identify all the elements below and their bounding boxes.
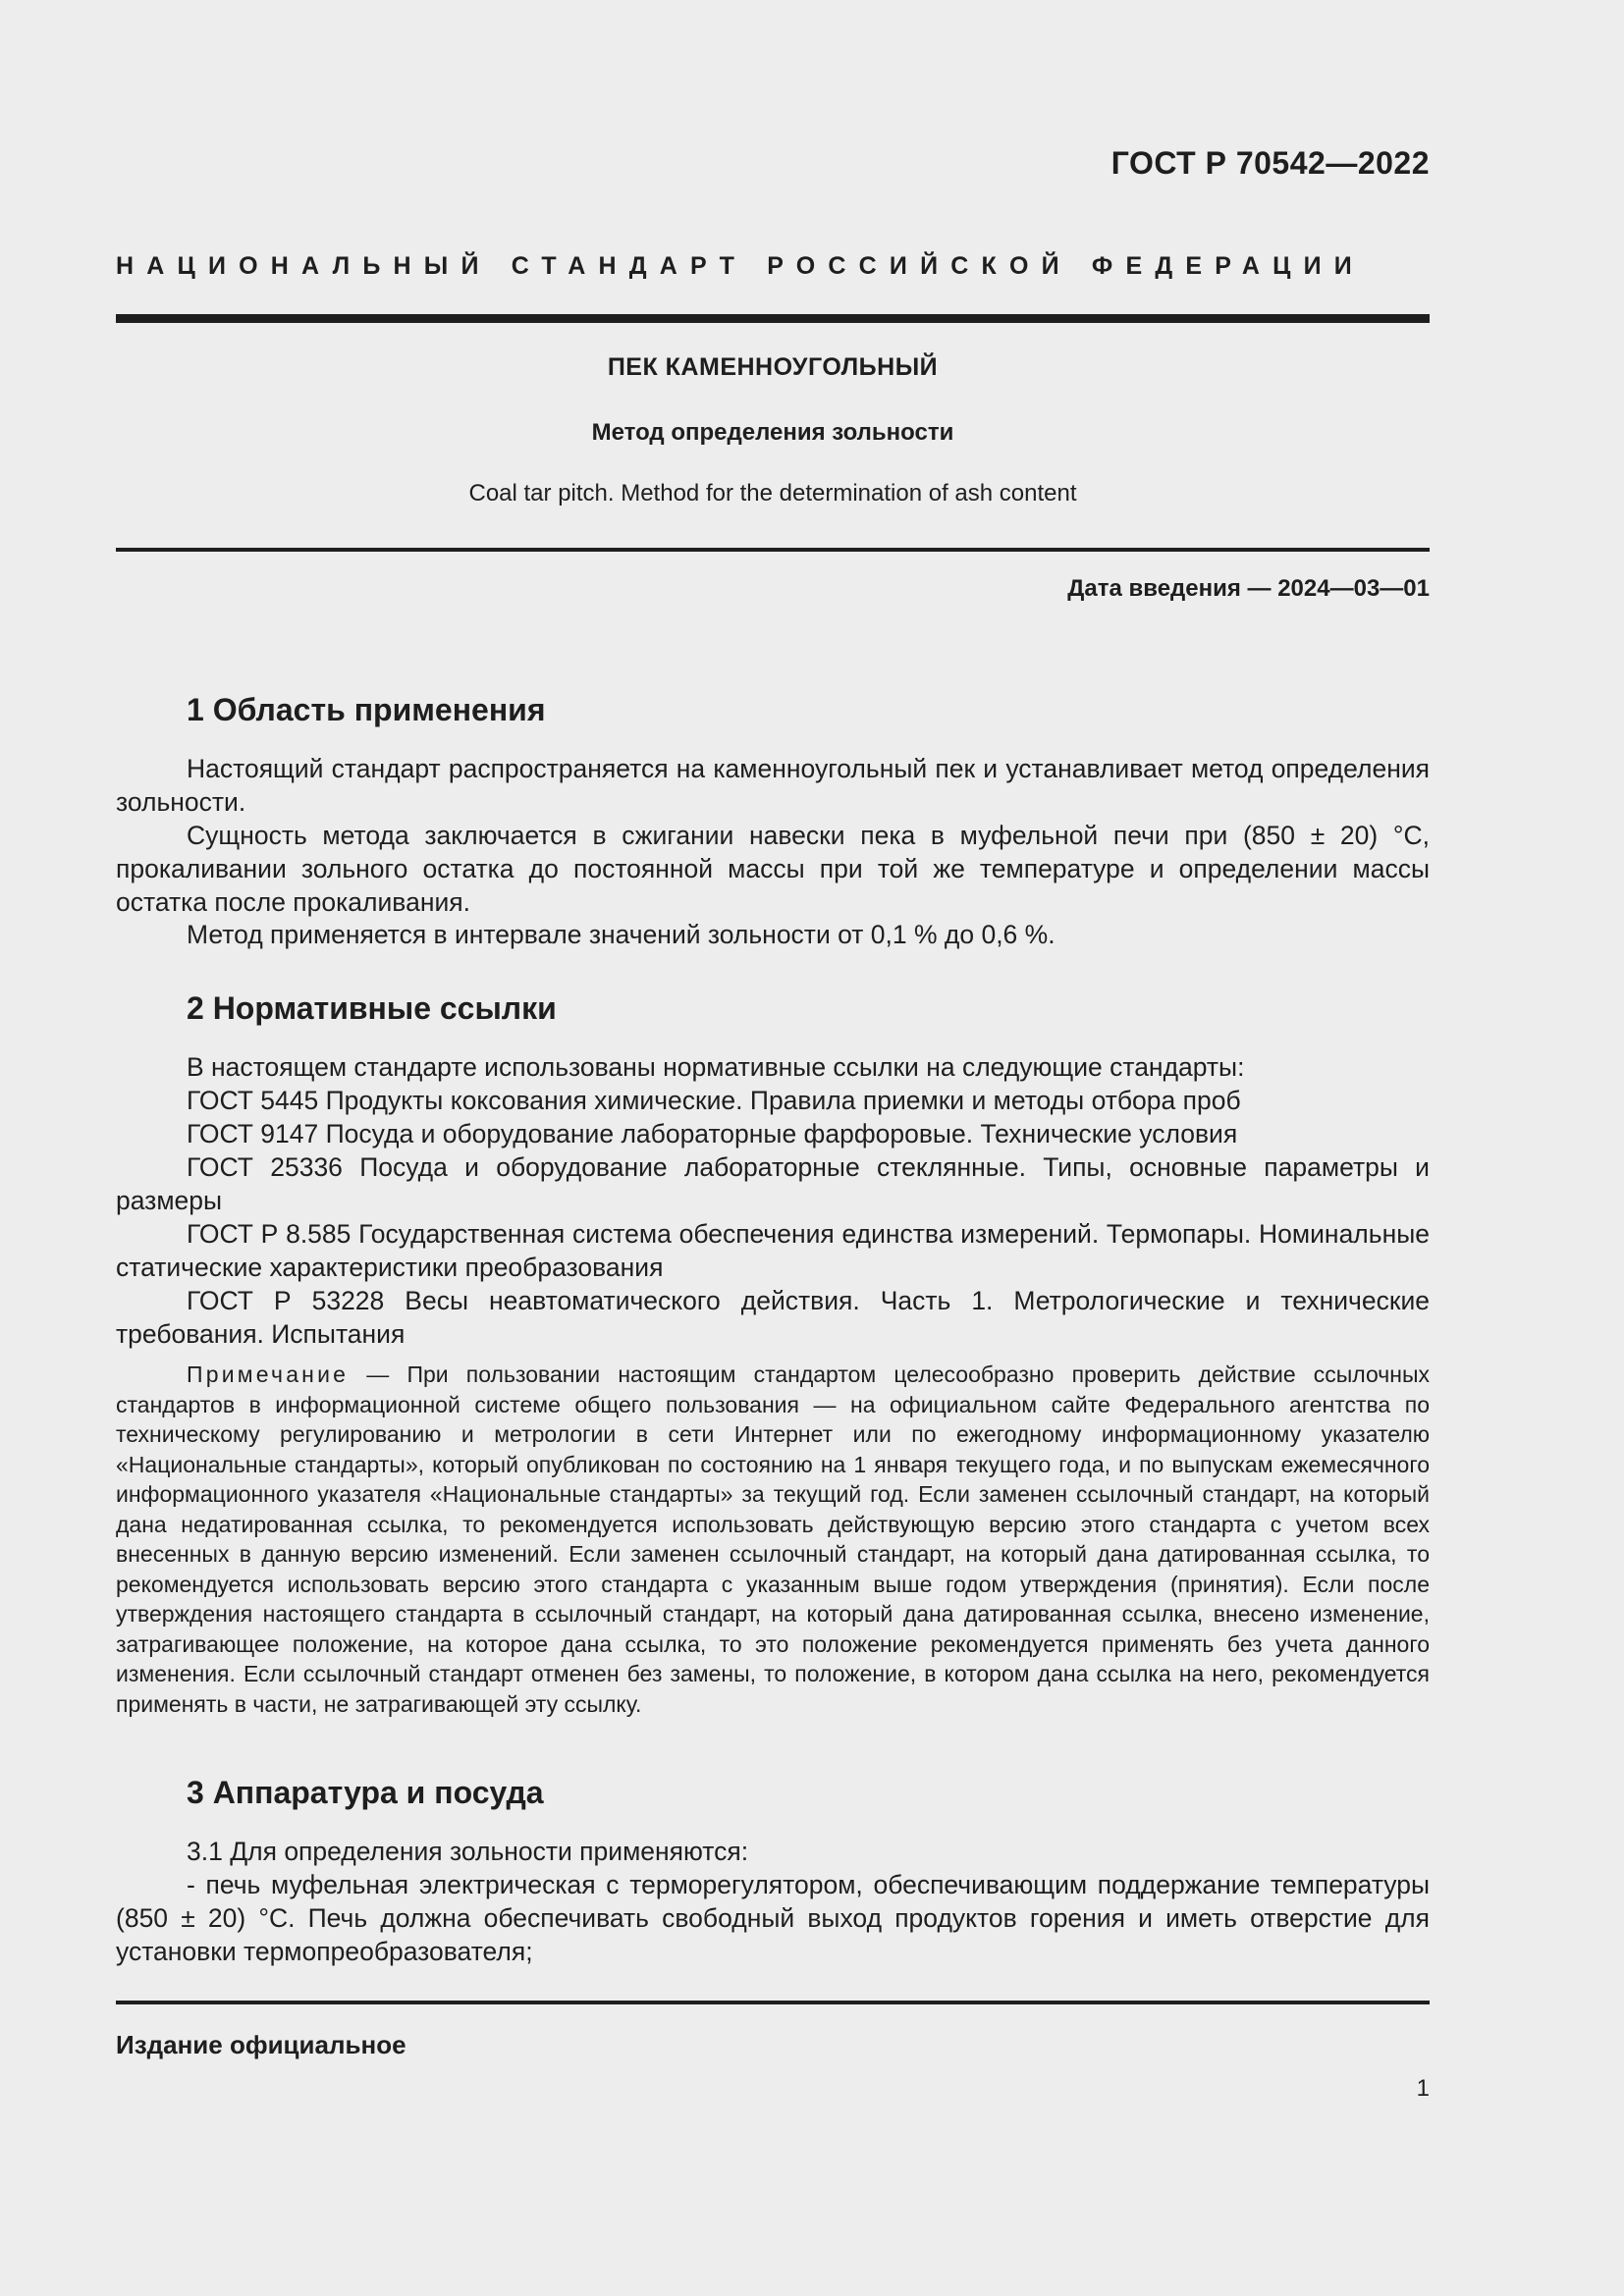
national-standard-banner: НАЦИОНАЛЬНЫЙ СТАНДАРТ РОССИЙСКОЙ ФЕДЕРАЦИИ [116,252,1365,280]
reference-item: ГОСТ 5445 Продукты коксования химические. Правила приемки и методы отбора проб [187,1086,1241,1115]
section-1-paragraph: Настоящий стандарт распространяется на каменноугольный пек и устанавливает метод определения зольности. [116,754,1430,817]
section-1-paragraph: Метод применяется в интервале значений зольности от 0,1 % до 0,6 %. [187,920,1056,949]
official-edition-label: Издание официальное [116,2030,406,2059]
reference-item: ГОСТ Р 8.585 Государственная система обеспечения единства измерений. Термопары. Номинальные статические характеристики преобразования [116,1219,1430,1282]
section-3-item: 3.1 Для определения зольности применяются: [187,1837,749,1866]
reference-item: ГОСТ Р 53228 Весы неавтоматического действия. Часть 1. Метрологические и технические требования. Испытания [116,1286,1430,1349]
page-number: 1 [1416,2075,1430,2102]
note-text: — При пользовании настоящим стандартом целесообразно проверить действие ссылочных стандартов в информационной системе общего пользования — на официальном сайте Федерального агентства по техническому регулированию и метрологии в сети Интернет или по ежегодному информационному указателю «Национальные стандарты», который опубликован по состоянию на 1 января текущего года, и по выпускам ежемесячного информационного указателя «Национальные стандарты» за текущий год. Если заменен ссылочный стандарт, на который дана недатированная ссылка, то рекомендуется использовать действующую версию этого стандарта с учетом всех внесенных в данную версию изменений. Если заменен ссылочный стандарт, на который дана датированная ссылка, то рекомендуется использовать версию этого стандарта с указанным выше годом утверждения (принятия). Если после утверждения настоящего стандарта в ссылочный стандарт, на который дана датированная ссылка, внесено изменение, затрагивающее положение, на которое дана ссылка, то это положение рекомендуется применять без учета данного изменения. Если ссылочный стандарт отменен без замены, то положение, в котором дана ссылка на него, рекомендуется применять в части, не затрагивающей эту ссылку. [116,1362,1430,1717]
section-3-item: - печь муфельная электрическая с терморегулятором, обеспечивающим поддержание температуры (850 ± 20) °С. Печь должна обеспечивать свободный выход продуктов горения и иметь отверстие для установки термопреобразователя; [116,1870,1430,1966]
english-title: Coal tar pitch. Method for the determination of ash content [468,480,1077,507]
section-1-paragraph: Сущность метода заключается в сжигании навески пека в муфельной печи при (850 ± 20) °С, прокаливании зольного остатка до постоянной массы при той же температуре и определении массы остатка после прокаливания. [116,821,1430,917]
section-2-heading: 2 Нормативные ссылки [187,990,557,1026]
reference-item: ГОСТ 9147 Посуда и оборудование лабораторные фарфоровые. Технические условия [187,1119,1238,1148]
introduction-date: Дата введения — 2024—03—01 [1067,575,1430,602]
section-2-intro: В настоящем стандарте использованы нормативные ссылки на следующие стандарты: [187,1052,1245,1082]
section-1-heading: 1 Область применения [187,692,546,727]
note-label: Примечание [187,1362,350,1387]
thick-divider [116,314,1430,323]
footer-divider [116,2001,1430,2004]
title-divider [116,548,1430,552]
section-3-heading: 3 Аппаратура и посуда [187,1775,544,1810]
document-title: ПЕК КАМЕННОУГОЛЬНЫЙ [607,353,939,381]
reference-item: ГОСТ 25336 Посуда и оборудование лабораторные стеклянные. Типы, основные параметры и размеры [116,1152,1430,1215]
document-subtitle: Метод определения зольности [591,419,954,446]
document-number: ГОСТ Р 70542—2022 [1110,145,1430,181]
note-paragraph [116,1360,1430,1719]
